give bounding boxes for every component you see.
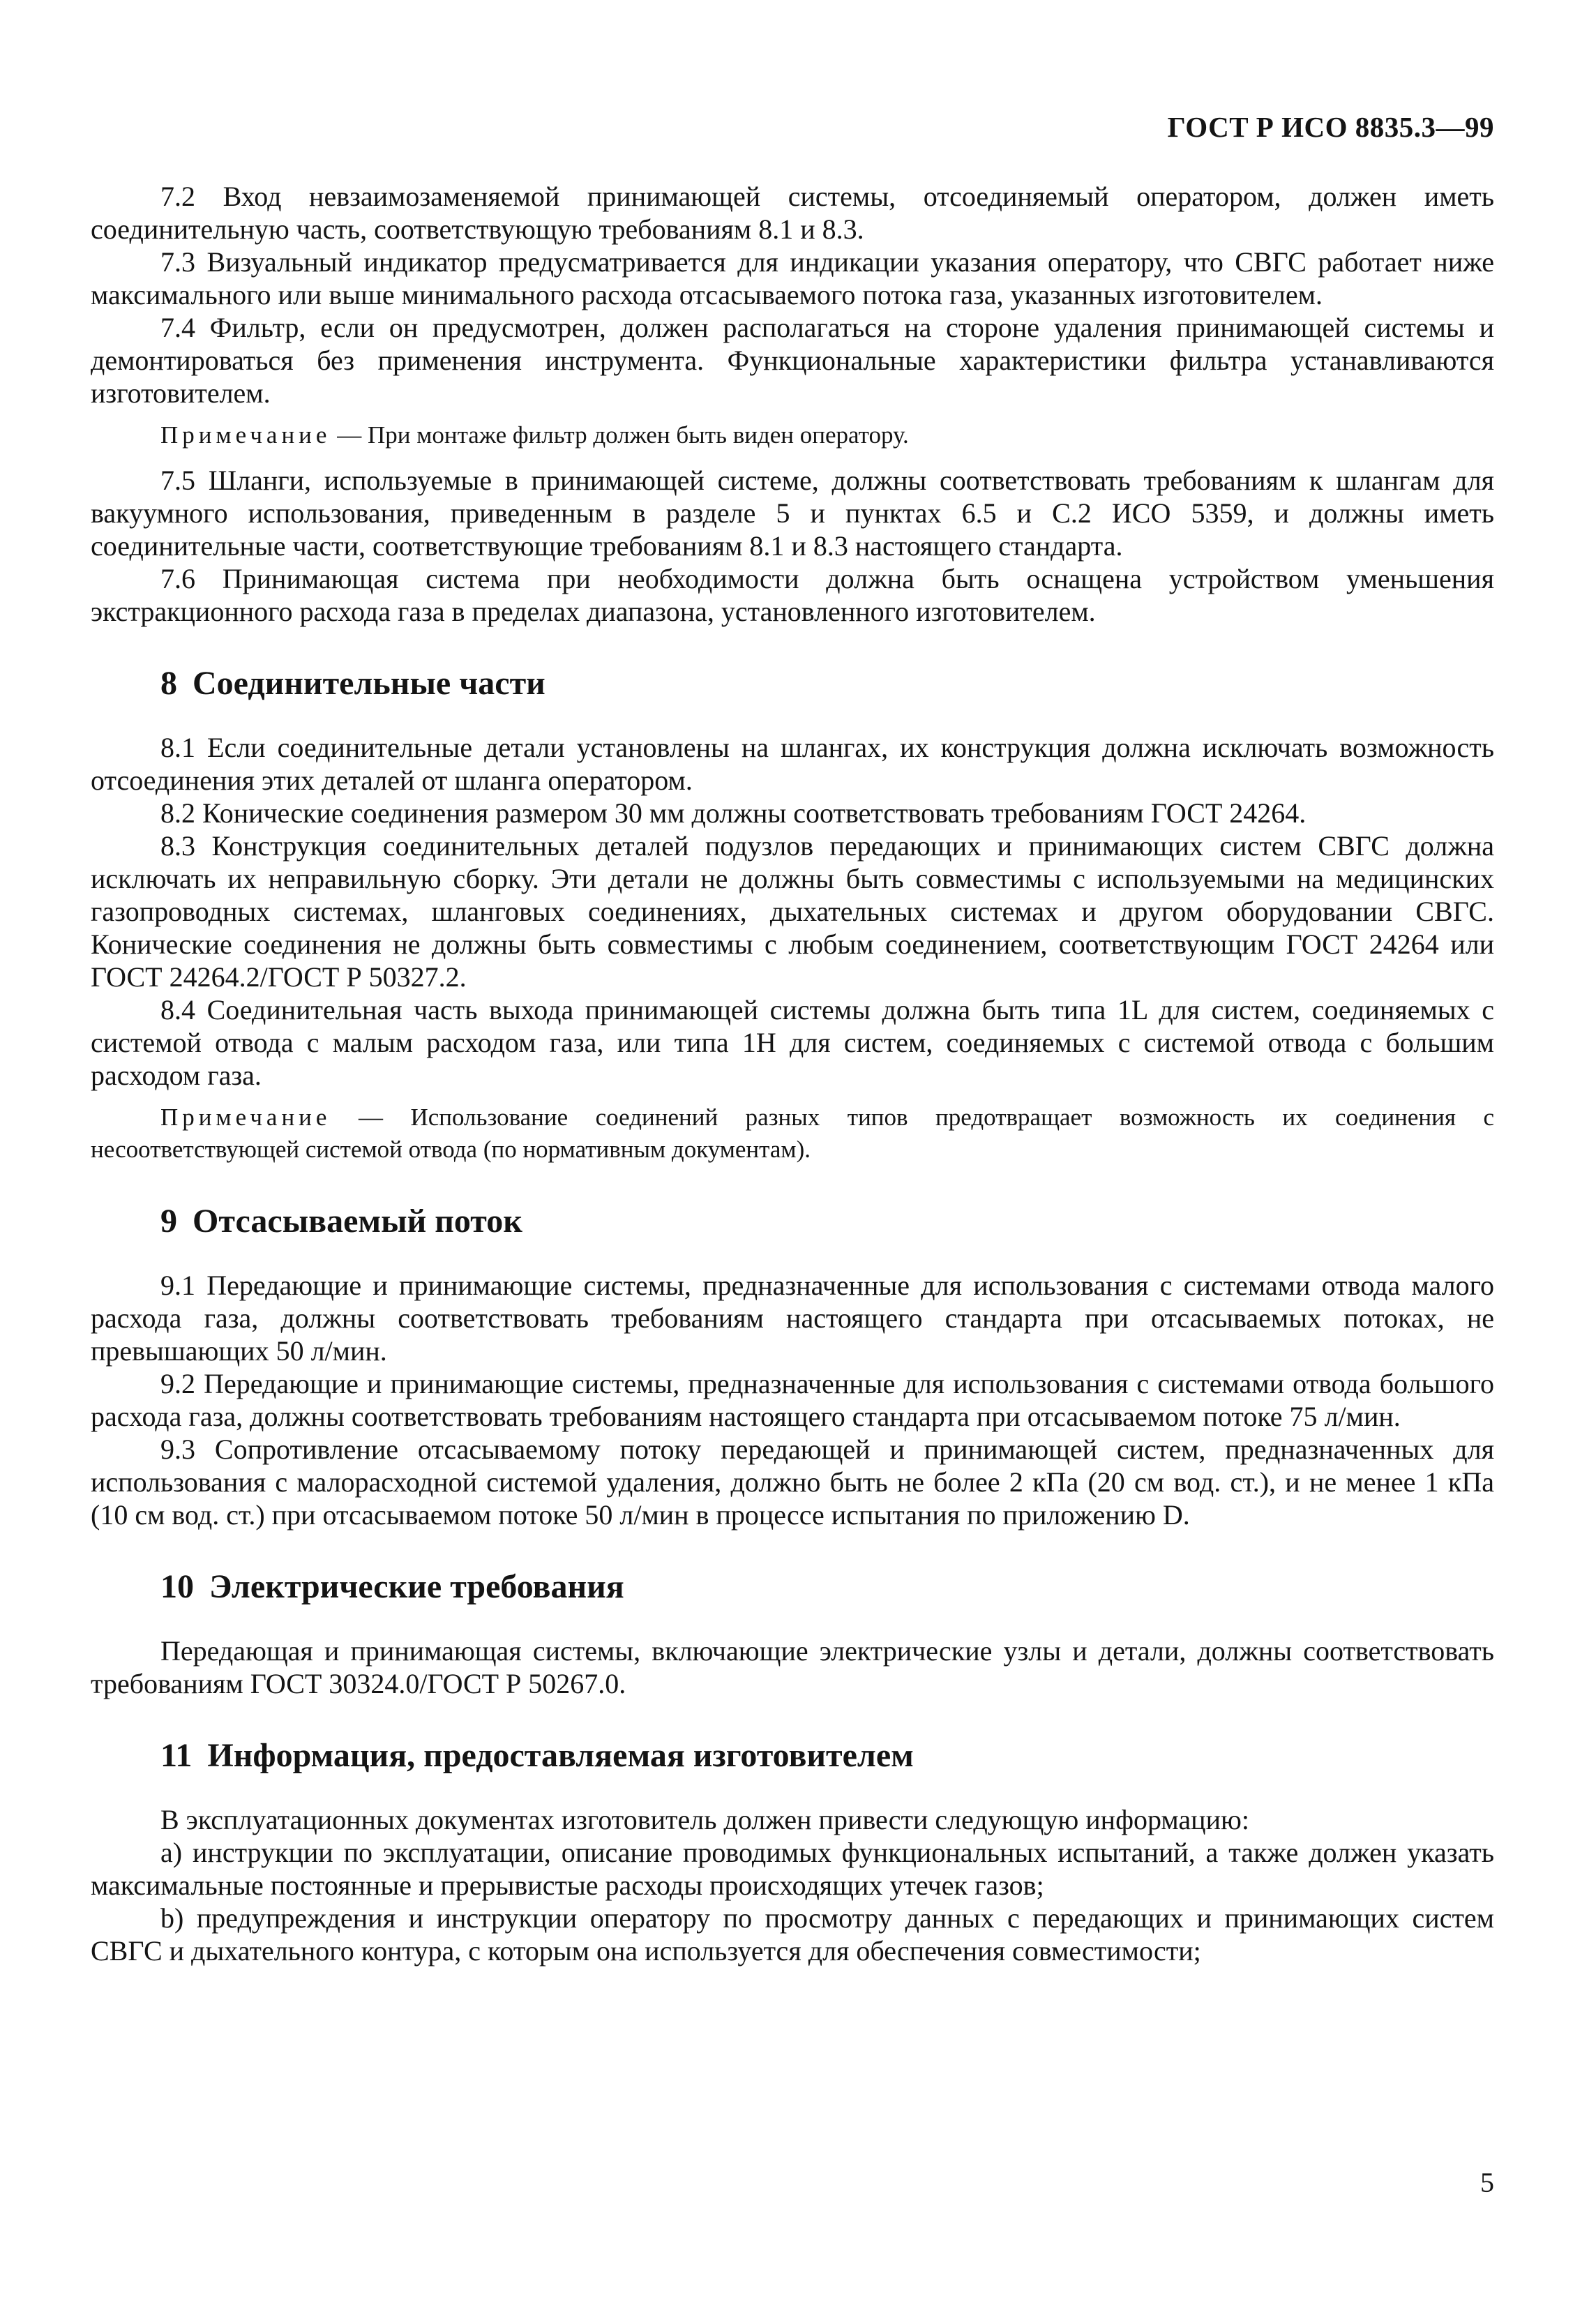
note-text: — Использование соединений разных типов предотвращает возможность их соединения с несоответствующей системой отвода (по нормативным документам). bbox=[91, 1104, 1494, 1163]
section-number: 8 bbox=[160, 665, 177, 702]
section-number: 9 bbox=[160, 1203, 177, 1240]
paragraph-8-2: 8.2 Конические соединения размером 30 мм должны соответствовать требованиям ГОСТ 24264. bbox=[160, 797, 1307, 829]
paragraph-7-5: 7.5 Шланги, используемые в принимающей системе, должны соответствовать требованиям к шлангам для вакуумного использования, приведенным в разделе 5 и пунктах 6.5 и С.2 ИСО 5359, и должны иметь соединительные части, соответствующие требованиям 8.1 и 8.3 настоящего стандарта. bbox=[91, 465, 1494, 562]
paragraph-8-1: 8.1 Если соединительные детали установлены на шлангах, их конструкция должна исключать возможность отсоединения этих деталей от шланга оператором. bbox=[91, 732, 1494, 796]
section-title: Соединительные части bbox=[193, 665, 545, 702]
paragraph-9-1: 9.1 Передающие и принимающие системы, предназначенные для использования с системами отвода малого расхода газа, должны соответствовать требованиям настоящего стандарта при отсасываемых потоках, не превышающих 50 л/мин. bbox=[91, 1270, 1494, 1367]
section-11-heading bbox=[160, 1736, 1494, 1775]
section-number: 11 bbox=[160, 1737, 193, 1774]
note-label: Примечание bbox=[160, 421, 331, 449]
paragraph-7-3: 7.3 Визуальный индикатор предусматривается для индикации указания оператору, что СВГС работает ниже максимального или выше минимального расхода отсасываемого потока газа, указанных изготовителем. bbox=[91, 246, 1494, 310]
section-10-heading bbox=[160, 1567, 1494, 1607]
note-8 bbox=[91, 1101, 1494, 1166]
section-9-heading bbox=[160, 1202, 1494, 1241]
note-label: Примечание bbox=[160, 1104, 331, 1131]
note-text: — При монтаже фильтр должен быть виден оператору. bbox=[331, 421, 909, 449]
paragraph-8-4: 8.4 Соединительная часть выхода принимающей системы должна быть типа 1L для систем, соединяемых с системой отвода с малым расходом газа, или типа 1Н для систем, соединяемых с системой отвода с большим расходом газа. bbox=[91, 994, 1494, 1091]
paragraph-9-3: 9.3 Сопротивление отсасываемому потоку передающей и принимающей систем, предназначенных для использования с малорасходной системой удаления, должно быть не более 2 кПа (20 см вод. ст.), и не менее 1 кПа (10 см вод. ст.) при отсасываемом потоке 50 л/мин в процессе испытания по приложению D. bbox=[91, 1434, 1494, 1531]
section-title: Отсасываемый поток bbox=[193, 1203, 522, 1240]
section-8-heading bbox=[160, 664, 1494, 703]
note-7 bbox=[91, 419, 1494, 451]
paragraph-8-3: 8.3 Конструкция соединительных деталей подузлов передающих и принимающих систем СВГС должна исключать их неправильную сборку. Эти детали не должны быть совместимы с используемыми на медицинских газопроводных системах, шланговых соединениях, дыхательных системах и другом оборудовании СВГС. Конические соединения не должны быть совместимы с любым соединением, соответствующим ГОСТ 24264 или ГОСТ 24264.2/ГОСТ Р 50327.2. bbox=[91, 830, 1494, 993]
paragraph-9-2: 9.2 Передающие и принимающие системы, предназначенные для использования с системами отвода большого расхода газа, должны соответствовать требованиям настоящего стандарта при отсасываемом потоке 75 л/мин. bbox=[91, 1368, 1494, 1432]
paragraph-7-2: 7.2 Вход невзаимозаменяемой принимающей системы, отсоединяемый оператором, должен иметь соединительную часть, соответствующую требованиям 8.1 и 8.3. bbox=[91, 181, 1494, 245]
section-title: Электрические требования bbox=[209, 1568, 624, 1605]
section-number: 10 bbox=[160, 1568, 194, 1605]
page-number: 5 bbox=[1480, 2167, 1494, 2198]
paragraph-11-intro: В эксплуатационных документах изготовитель должен привести следующую информацию: bbox=[160, 1804, 1249, 1835]
document-code-header: ГОСТ Р ИСО 8835.3—99 bbox=[1167, 111, 1494, 143]
paragraph-10: Передающая и принимающая системы, включающие электрические узлы и детали, должны соответствовать требованиям ГОСТ 30324.0/ГОСТ Р 50267.0. bbox=[91, 1635, 1494, 1699]
paragraph-7-6: 7.6 Принимающая система при необходимости должна быть оснащена устройством уменьшения экстракционного расхода газа в пределах диапазона, установленного изготовителем. bbox=[91, 563, 1494, 627]
document-body bbox=[91, 180, 1494, 1967]
section-title: Информация, предоставляемая изготовителем bbox=[207, 1737, 914, 1774]
paragraph-11-a: a) инструкции по эксплуатации, описание проводимых функциональных испытаний, а также должен указать максимальные постоянные и прерывистые расходы происходящих утечек газов; bbox=[91, 1837, 1494, 1901]
paragraph-11-b: b) предупреждения и инструкции оператору по просмотру данных с передающих и принимающих систем СВГС и дыхательного контура, с которым она используется для обеспечения совместимости; bbox=[91, 1902, 1494, 1967]
paragraph-7-4: 7.4 Фильтр, если он предусмотрен, должен располагаться на стороне удаления принимающей системы и демонтироваться без применения инструмента. Функциональные характеристики фильтра устанавливаются изготовителем. bbox=[91, 312, 1494, 409]
